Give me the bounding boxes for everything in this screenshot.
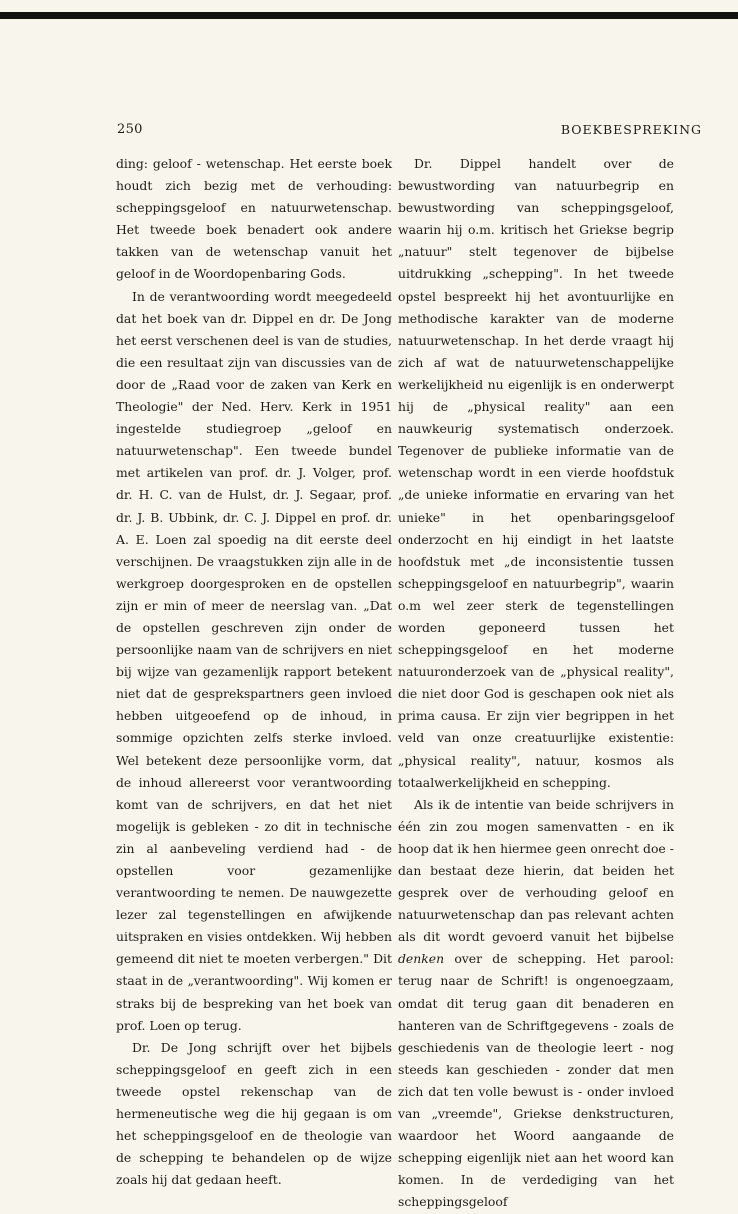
emphasized-word: denken (398, 951, 445, 967)
paragraph-text: Als ik de intentie van beide schrijvers in één zin zou mogen samenvatten - en ik hoop dat ik hen hiermee geen onrecht doe - dan bestaat deze hierin, dat beiden het gesprek over de verhouding geloof en natuurwetenschap dan pas relevant achten als dit wordt gevoerd vanuit het bijbelse (398, 796, 674, 945)
running-head: BOEKBESPREKING (560, 122, 702, 137)
top-border-rule (0, 12, 738, 19)
left-column (116, 153, 392, 1191)
right-column (398, 153, 674, 1214)
paragraph: In de verantwoording wordt meegedeeld dat het boek van dr. Dippel en dr. De Jong het eerst verschenen deel is van de studies, die een resultaat zijn van discussies van de door de „Raad voor de zaken van Kerk en Theologie" der Ned. Herv. Kerk in 1951 ingestelde studiegroep „geloof en natuurwetenschap". Een tweede bundel met artikelen van prof. dr. J. Volger, prof. dr. H. C. van de Hulst, dr. J. Segaar, prof. dr. J. B. Ubbink, dr. C. J. Dippel en prof. dr. A. E. Loen zal spoedig na dit eerste deel verschijnen. De vraagstukken zijn alle in de werkgroep doorgesproken en de opstellen zijn er min of meer de neerslag van. „Dat de opstellen geschreven zijn onder de persoonlijke naam van de schrijvers en niet bij wijze van gezamenlijk rapport betekent niet dat de gesprekspartners geen invloed hebben uitgeoefend op de inhoud, in sommige opzichten zelfs sterke invloed. Wel betekent deze persoonlijke vorm, dat de inhoud allereerst voor verantwoording komt van de schrijvers, en dat het niet mogelijk is gebleken - zo dit in technische zin al aanbeveling verdiend had - de opstellen voor gezamenlijke verantwoording te nemen. De nauwgezette lezer zal tegenstellingen en afwijkende uitspraken en visies ontdekken. Wij hebben gemeend dit niet te moeten verbergen." Dit staat in de „verantwoording". Wij komen er straks bij de bespreking van het boek van prof. Loen op terug. (116, 288, 392, 1033)
paragraph-text: over de schepping. Het parool: terug naar de Schrift! is ongenoegzaam, omdat dit terug gaan dit benaderen en hanteren van de Schriftgegevens - zoals de geschiedenis van de theologie leert - nog steeds kan geschieden - zonder dat men zich dat ten volle bewust is - onder invloed van „vreemde", Griekse denkstructuren, waardoor het Woord aangaande de schepping eigenlijk niet aan het woord kan komen. In de verdediging van het scheppingsgeloof (398, 951, 674, 1210)
page-header (0, 122, 738, 142)
paragraph (398, 794, 674, 1214)
paragraph: ding: geloof - wetenschap. Het eerste boek houdt zich bezig met de verhouding: scheppingsgeloof en natuurwetenschap. Het tweede boek benadert ook andere takken van de wetenschap vanuit het geloof in de Woordopenbaring Gods. (116, 156, 392, 282)
paragraph: Dr. De Jong schrijft over het bijbels scheppingsgeloof en geeft zich in een tweede opstel rekenschap van de hermeneutische weg die hij gegaan is om het scheppingsgeloof en de theologie van de schepping te behandelen op de wijze zoals hij dat gedaan heeft. (116, 1039, 392, 1188)
page-number: 250 (117, 122, 143, 137)
paragraph: Dr. Dippel handelt over de bewustwording van natuurbegrip en bewustwording van scheppingsgeloof, waarin hij o.m. kritisch het Griekse begrip „natuur" stelt tegenover de bijbelse uitdrukking „schepping". In het tweede opstel bespreekt hij het avontuurlijke en methodische karakter van de moderne natuurwetenschap. In het derde vraagt hij zich af wat de natuurwetenschappelijke werkelijkheid nu eigenlijk is en onderwerpt hij de „physical reality" aan een nauwkeurig systematisch onderzoek. Tegenover de publieke informatie van de wetenschap wordt in een vierde hoofdstuk „de unieke informatie en ervaring van het unieke" in het openbaringsgeloof onderzocht en hij eindigt in het laatste hoofdstuk met „de inconsistentie tussen scheppingsgeloof en natuurbegrip", waarin o.m wel zeer sterk de tegenstellingen worden geponeerd tussen het scheppingsgeloof en het moderne natuuronderzoek van de „physical reality", die niet door God is geschapen ook niet als prima causa. Er zijn vier begrippen in het veld van onze creatuurlijke existentie: „physical reality", natuur, kosmos als totaalwerkelijkheid en schepping. (398, 156, 674, 790)
